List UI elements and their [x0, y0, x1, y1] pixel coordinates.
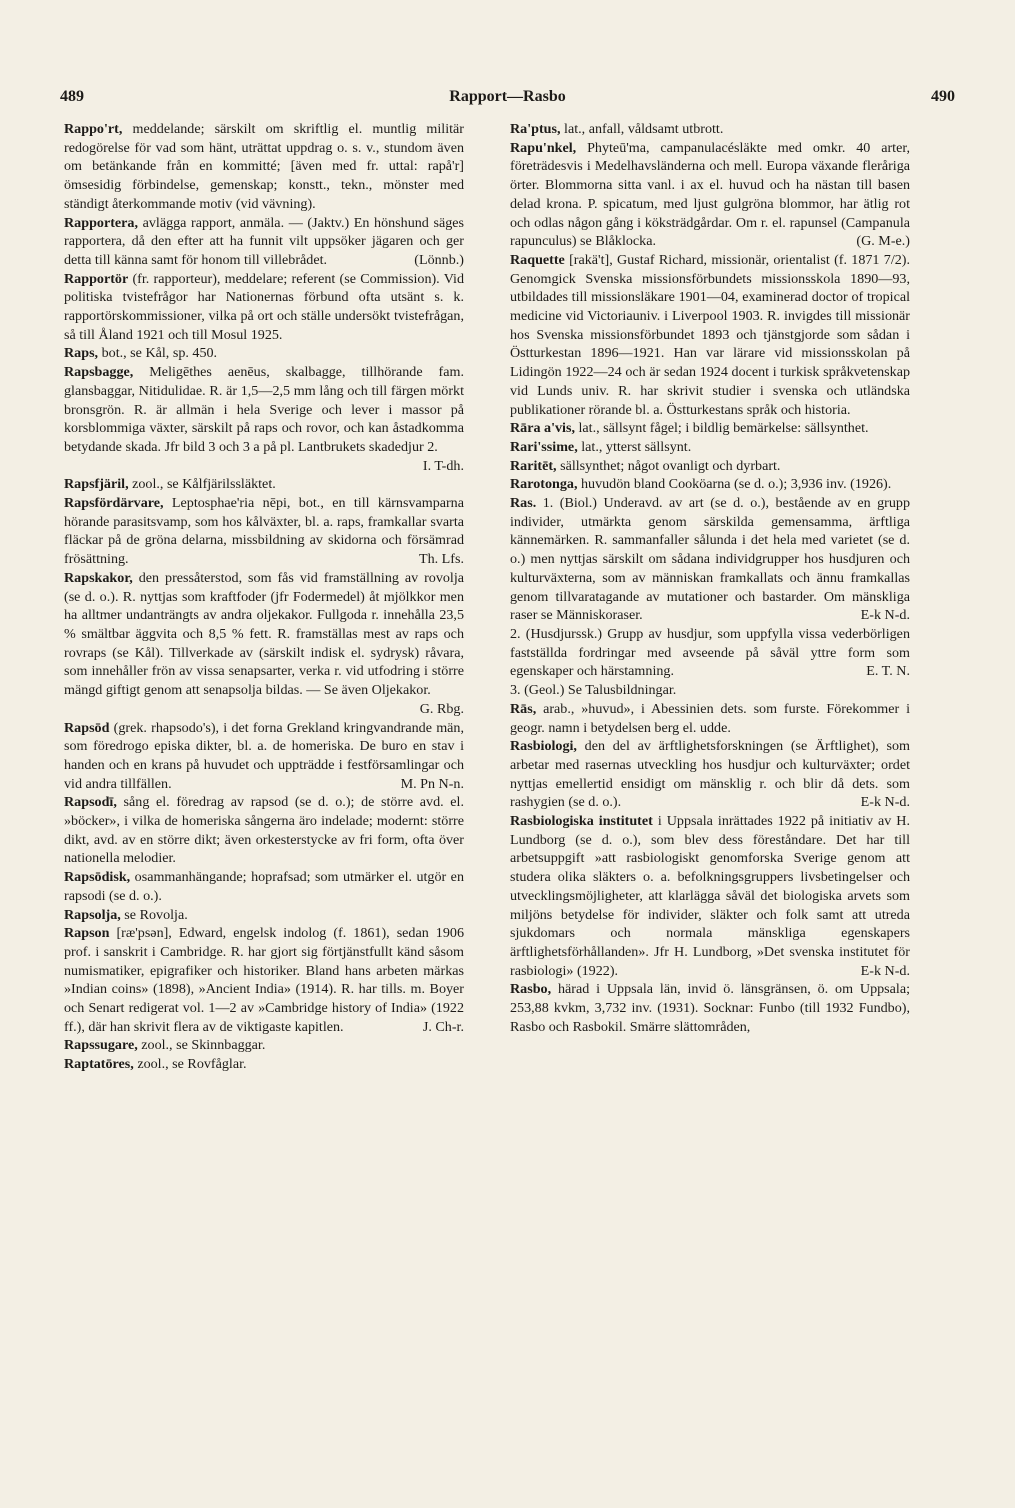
dictionary-entry: [510, 475, 910, 494]
entry-headword: Rasbiologi,: [510, 738, 577, 755]
entry-text: [64, 569, 464, 719]
dictionary-entry: [64, 719, 464, 794]
dictionary-entry: [64, 793, 464, 868]
entry-headword: Rappo'rt,: [64, 121, 123, 137]
entry-headword: Ra'ptus,: [510, 121, 561, 137]
entry-body: bot., se Kål, sp. 450.: [98, 345, 218, 362]
entry-text: [64, 868, 464, 905]
entry-body: zool., se Skinnbaggar.: [137, 1037, 266, 1054]
entry-headword: Rapu'nkel,: [510, 139, 577, 156]
dictionary-entry: [510, 139, 910, 251]
dictionary-entry: [510, 120, 910, 139]
entry-body: se Rovolja.: [120, 906, 188, 923]
entry-text: [64, 475, 464, 494]
dictionary-entry: [64, 363, 464, 475]
entry-text: [510, 980, 910, 1036]
page-number-left: 489: [60, 88, 84, 105]
entry-headword: Rāra a'vis,: [510, 420, 575, 437]
dictionary-entry: [64, 906, 464, 925]
entry-signature: M. Pn N-n.: [400, 775, 464, 792]
entry-headword: Raptatōres,: [64, 1056, 134, 1073]
dictionary-entry: [64, 344, 464, 363]
entry-text: [64, 1055, 464, 1074]
entry-signature: E-k N-d.: [860, 794, 910, 811]
right-column: [510, 120, 910, 1036]
entry-body: sång el. föredrag av rapsod (se d. o.); de större avd. el. »böcker», i vilka de homeriska sångerna äro indelade; modernt: större dikt, avd. av en större dikt; även orkesterstycke av fri form, ofta över nationella melodier.: [64, 794, 464, 867]
dictionary-entry: [510, 251, 910, 419]
entry-text: [510, 700, 910, 737]
dictionary-entry: [64, 868, 464, 905]
dictionary-entry: [64, 924, 464, 1036]
entry-text: [64, 120, 464, 214]
dictionary-entry: [510, 625, 910, 681]
entry-headword: Rapsodī,: [64, 794, 117, 811]
entry-headword: Raps,: [64, 345, 99, 362]
entry-body: osammanhängande; hoprafsad; som utmärker el. utgör en rapsodi (se d. o.).: [64, 869, 464, 904]
entry-text: [510, 139, 910, 251]
entry-headword: Raquette: [510, 251, 565, 268]
entry-text: [64, 719, 464, 794]
entry-text: [510, 120, 910, 139]
entry-headword: Rapsōdisk,: [64, 869, 131, 886]
entry-text: [64, 214, 464, 270]
dictionary-entry: [510, 681, 910, 700]
entry-text: [510, 475, 910, 494]
entry-text: [510, 812, 910, 980]
entry-body: (fr. rapporteur), meddelare; referent (se Commission). Vid politiska tvistefrågor har Nationernas förbund ofta utsänt s. k. rapportörskommissioner, vilka på ort och ställe undersökt tvistefrågan, så till Åland 1921 och till Mosul 1925.: [64, 270, 464, 343]
entry-text: [510, 251, 910, 419]
entry-text: [64, 344, 464, 363]
entry-text: [64, 793, 464, 868]
entry-text: [64, 270, 464, 345]
dictionary-entry: [510, 438, 910, 457]
entry-body: [rakä't], Gustaf Richard, missionär, orientalist (f. 1871 7/2). Genomgick Svenska missionsförbundets missionsskola 1890—93, utbildades till missionsläkare 1901—04, examinerad doctor of tropical medicine vid Victoriauniv. i Liverpool 1903. R. invigdes till missionär hos Svenska missionsförbundet 1893 och tjänstgjorde som sådan i Östturkestan 1896—1921. Han var lärare vid missionsskolan på Lidingön 1922—24 och är sedan 1924 docent i turkisk språkvetenskap vid Lunds univ. R. har skrivit studier i svenska och utländska publikationer rörande bl. a. Östturkestans språk och historia.: [510, 251, 910, 418]
entry-body: 3. (Geol.) Se Talusbildningar.: [510, 682, 677, 699]
entry-body: lat., sällsynt fågel; i bildlig bemärkelse: sällsynthet.: [574, 420, 869, 437]
entry-headword: Raritēt,: [510, 457, 557, 474]
dictionary-entry: [64, 494, 464, 569]
entry-headword: Rapsōd: [64, 719, 110, 736]
entry-headword: Rapssugare,: [64, 1037, 138, 1054]
dictionary-entry: [510, 700, 910, 737]
entry-body: (grek. rhapsodo's), i det forna Grekland kringvandrande män, som föredrogo episka dikter, bl. a. de homeriska. De buro en stav i handen och en krans på huvudet och uppträdde i festförsamlingar och vid andra tillfällen.: [64, 719, 464, 792]
entry-text: [64, 363, 464, 475]
entry-body: Leptosphae'ria nēpi, bot., en till kärnsvamparna hörande parasitsvamp, som hos kålväxter, bl. a. raps, framkallar svarta fläckar på de gröna delarna, missbildning av skidorna och försämrad frösättning.: [64, 495, 464, 568]
entry-signature: I. T-dh.: [422, 457, 464, 474]
entry-signature: (G. M-e.): [856, 233, 910, 250]
entry-signature: J. Ch-r.: [422, 1018, 464, 1035]
entry-body: huvudön bland Cooköarna (se d. o.); 3,936 inv. (1926).: [577, 476, 892, 493]
entry-signature: E. T. N.: [866, 663, 910, 680]
entry-body: [ræ'psən], Edward, engelsk indolog (f. 1861), sedan 1906 prof. i sanskrit i Cambridge. R. har gjort sig förtjänstfullt känd såsom numismatiker, epigrafiker och historiker. Bland hans arbeten märkas »Indian coins» (1898), »Ancient India» (1914). R. har tills. m. Boyer och Senart redigerat vol. 1—2 av »Cambridge history of India» (1922 ff.), där han skrivit flera av de viktigaste kapitlen.: [64, 925, 464, 1035]
entry-body: Meligēthes aenēus, skalbagge, tillhörande fam. glansbaggar, Nitidulidae. R. är 1,5—2,5 mm lång och till färgen mörkt bronsgrön. R. är allmän i hela Sverige och lever i massor på korsblommiga växter, särskilt på raps och rovor, och kan åstadkomma betydande skada. Jfr bild 3 och 3 a på pl. Lantbrukets skadedjur 2.: [64, 364, 464, 455]
dictionary-entry: [64, 569, 464, 719]
entry-text: [510, 681, 910, 700]
running-head: Rapport—Rasbo: [449, 88, 566, 105]
entry-text: [64, 924, 464, 1036]
entry-text: [510, 737, 910, 812]
entry-text: [510, 625, 910, 681]
entry-headword: Ras.: [510, 495, 537, 512]
dictionary-entry: [64, 475, 464, 494]
left-column: [64, 120, 464, 1074]
entry-signature: Th. Lfs.: [418, 551, 464, 568]
entry-headword: Rapskakor,: [64, 569, 133, 586]
entry-signature: (Lönnb.): [414, 251, 464, 268]
entry-headword: Rapsolja,: [64, 906, 121, 923]
entry-text: [510, 438, 910, 457]
dictionary-entry: [510, 737, 910, 812]
entry-headword: Rās,: [510, 700, 537, 717]
entry-body: zool., se Kålfjärilssläktet.: [128, 476, 276, 493]
entry-text: [64, 1036, 464, 1055]
entry-headword: Rapson: [64, 925, 110, 942]
entry-body: avlägga rapport, anmäla. — (Jaktv.) En hönshund säges rapportera, då den efter att ha funnit vilt uppsöker jägaren och ger detta till känna samt för honom till villebrådet.: [64, 214, 464, 268]
entry-headword: Rarotonga,: [510, 476, 578, 493]
entry-text: [510, 457, 910, 476]
entry-headword: Rapportör: [64, 270, 129, 287]
dictionary-entry: [510, 457, 910, 476]
entry-body: zool., se Rovfåglar.: [133, 1056, 247, 1073]
entry-body: sällsynthet; något ovanligt och dyrbart.: [556, 457, 781, 474]
dictionary-entry: [64, 214, 464, 270]
entry-body: meddelande; särskilt om skriftlig el. muntlig militär redogörelse för vad som hänt, uträttat uppdrag o. s. v., stundom även om betänkande från en kommitté; [även med fr. uttal: rapå'r] ömsesidig förbindelse, gemenskap; konstt., tekn., mönster med ständigt återkommande motiv (vid vävning).: [64, 121, 464, 212]
entry-signature: E-k N-d.: [860, 607, 910, 624]
dictionary-entry: [64, 1036, 464, 1055]
entry-body: 2. (Husdjurssk.) Grupp av husdjur, som uppfylla vissa vederbörligen fastställda fordringar med avseende på såväl yttre form som egenskaper och härstamning.: [510, 625, 910, 680]
dictionary-entry: [510, 419, 910, 438]
dictionary-entry: [510, 812, 910, 980]
dictionary-entry: [64, 270, 464, 345]
entry-headword: Rapsbagge,: [64, 364, 134, 381]
entry-text: [510, 494, 910, 625]
entry-body: den del av ärftlighetsforskningen (se Ärftlighet), som arbetar med rasernas utveckling hos husdjur och kulturväxter; ordet nyttjas emellertid ensidigt om mänsklig r. och blir då dets. som rashygien (se d. o.).: [510, 738, 910, 811]
entry-body: arab., »huvud», i Abessinien dets. som furste. Förekommer i geogr. namn i betydelsen berg el. udde.: [510, 700, 910, 736]
dictionary-entry: [510, 980, 910, 1036]
entry-signature: E-k N-d.: [860, 962, 910, 979]
entry-headword: Rapsfjäril,: [64, 476, 129, 493]
entry-body: Phyteū'ma, campanulacésläkte med omkr. 40 arter, företrädesvis i Medelhavsländerna och mell. Europa växande fleråriga örter. Blommorna sitta vanl. i ax el. huvud och ha nästan till basen delad krona. P. spicatum, med ljust gulgröna blommor, har ätlig rot och odlas någon gång i köksträdgårdar. Om r. el. rapunsel (Campanula rapunculus) se Blåklocka.: [510, 139, 910, 250]
entry-headword: Rari'ssime,: [510, 438, 578, 455]
entry-headword: Rasbo,: [510, 981, 552, 998]
entry-text: [510, 419, 910, 438]
entry-headword: Rasbiologiska institutet: [510, 813, 653, 830]
entry-text: [64, 494, 464, 569]
entry-body: lat., ytterst sällsynt.: [577, 438, 692, 455]
entry-body: härad i Uppsala län, invid ö. länsgränsen, ö. om Uppsala; 253,88 kvkm, 3,732 inv. (1931). Socknar: Funbo (till 1932 Fundbo), Rasbo och Rasbokil. Smärre slättområden,: [510, 981, 910, 1035]
entry-headword: Rapsfördärvare,: [64, 495, 164, 512]
entry-body: 1. (Biol.) Underavd. av art (se d. o.), bestående av en grupp individer, utmärkta genom särskilda gemensamma, ärftliga kännemärken. R. sammanfaller sålunda i det hela med varietet (se d. o.) men nyttjas särskilt om sådana individgrupper hos husdjuren och kulturväxterna, som av människan framkallats och ännu framkallas genom tillvaratagande av mutationer och bastarder. Om mänskliga raser se Människoraser.: [510, 495, 910, 624]
entry-text: [64, 906, 464, 925]
dictionary-entry: [64, 1055, 464, 1074]
page-number-right: 490: [931, 88, 955, 105]
entry-headword: Rapportera,: [64, 214, 138, 231]
entry-signature: G. Rbg.: [419, 700, 464, 717]
entry-body: lat., anfall, våldsamt utbrott.: [560, 121, 724, 137]
page-header: [60, 88, 955, 116]
dictionary-entry: [510, 494, 910, 625]
dictionary-entry: [64, 120, 464, 214]
entry-body: i Uppsala inrättades 1922 på initiativ av H. Lundborg (se d. o.), som blev dess föreståndare. Det har till arbetsuppgift »att rasbiologiskt genomforska Sverige genom att studera olika släkters o. a. befolkningsgruppers livsbetingelser och utvecklingsmöjligheter, att klarlägga såväl det biologiska arvets som miljöns betydelse för individer, släkter och folk samt att utreda sjukdomars och normala mänskliga egenskapers ärftlighetsförhållanden». Jfr H. Lundborg, »Det svenska institutet för rasbiologi» (1922).: [510, 813, 910, 979]
entry-body: den pressåterstod, som fås vid framställning av rovolja (se d. o.). R. nyttjas som kraftfoder (jfr Fodermedel) åt mjölkkor men ha alltmer undanträngts av andra oljekakor. Fullgoda r. innehålla 23,5 % smältbar äggvita och 8,5 % fett. R. framställas mest av raps och rovraps (se Kål). Tillverkade av (särskilt indisk el. sydrysk) råvara, som innehåller frön av vissa senapsarter, verka r. vid utfodring i större mängd giftigt genom att senapsolja bildas. — Se även Oljekakor.: [64, 569, 464, 699]
